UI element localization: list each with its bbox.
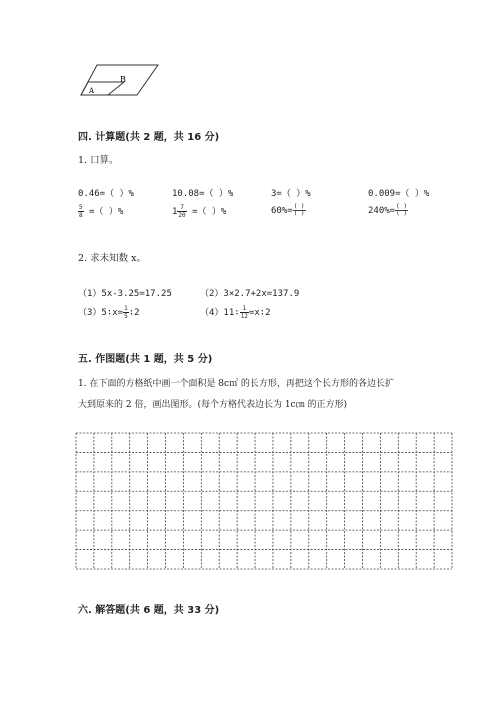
q2-problem-3: （3）5∶x= $\frac{1}{5}$ ∶2 bbox=[78, 305, 140, 320]
q1-item-4: 0.009=（ ）% bbox=[368, 189, 430, 199]
q1-item-3: 3=（ ）% bbox=[271, 189, 311, 199]
q1-item-6: 1 $\frac{7}{20}$ =（ ）% bbox=[172, 204, 227, 219]
q2-problem-1: （1）5x-3.25=17.25 bbox=[78, 289, 172, 299]
grid-paper[interactable] bbox=[75, 432, 455, 572]
label-a: A bbox=[89, 87, 95, 95]
q1-item-8: 240%= ( ) ( ) bbox=[368, 203, 407, 217]
q1-title: 1. 口算。 bbox=[78, 155, 119, 166]
q5-line-2: 大到原来的 2 倍，画出图形。(每个方格代表边长为 1c㎝ 的正方形) bbox=[78, 400, 347, 410]
q2-title: 2. 求未知数 x。 bbox=[78, 253, 146, 264]
label-b: B bbox=[120, 75, 126, 84]
q1-item-1: 0.46=（ ）% bbox=[78, 189, 134, 199]
q2-problem-4: （4）11∶ $\frac{1}{12}$ =x∶2 bbox=[200, 305, 271, 320]
parallelogram-figure bbox=[0, 0, 500, 110]
section-4-title: 四. 计算题(共 2 题，共 16 分) bbox=[78, 132, 220, 143]
q1-item-7: 60%= ( ) ( ) bbox=[271, 203, 305, 217]
q2-problem-2: （2）3×2.7+2x=137.9 bbox=[200, 289, 300, 299]
q5-line-1: 1. 在下面的方格纸中画一个面积是 8c㎡ 的长方形，再把这个长方形的各边长扩 bbox=[78, 379, 394, 389]
q1-item-2: 10.08=（ ）% bbox=[172, 189, 234, 199]
q1-item-5: $\frac{5}{8}$ =（ ）% bbox=[79, 204, 124, 219]
section-6-title: 六. 解答题(共 6 题，共 33 分) bbox=[78, 605, 220, 616]
section-5-title: 五. 作图题(共 1 题，共 5 分) bbox=[78, 354, 213, 365]
